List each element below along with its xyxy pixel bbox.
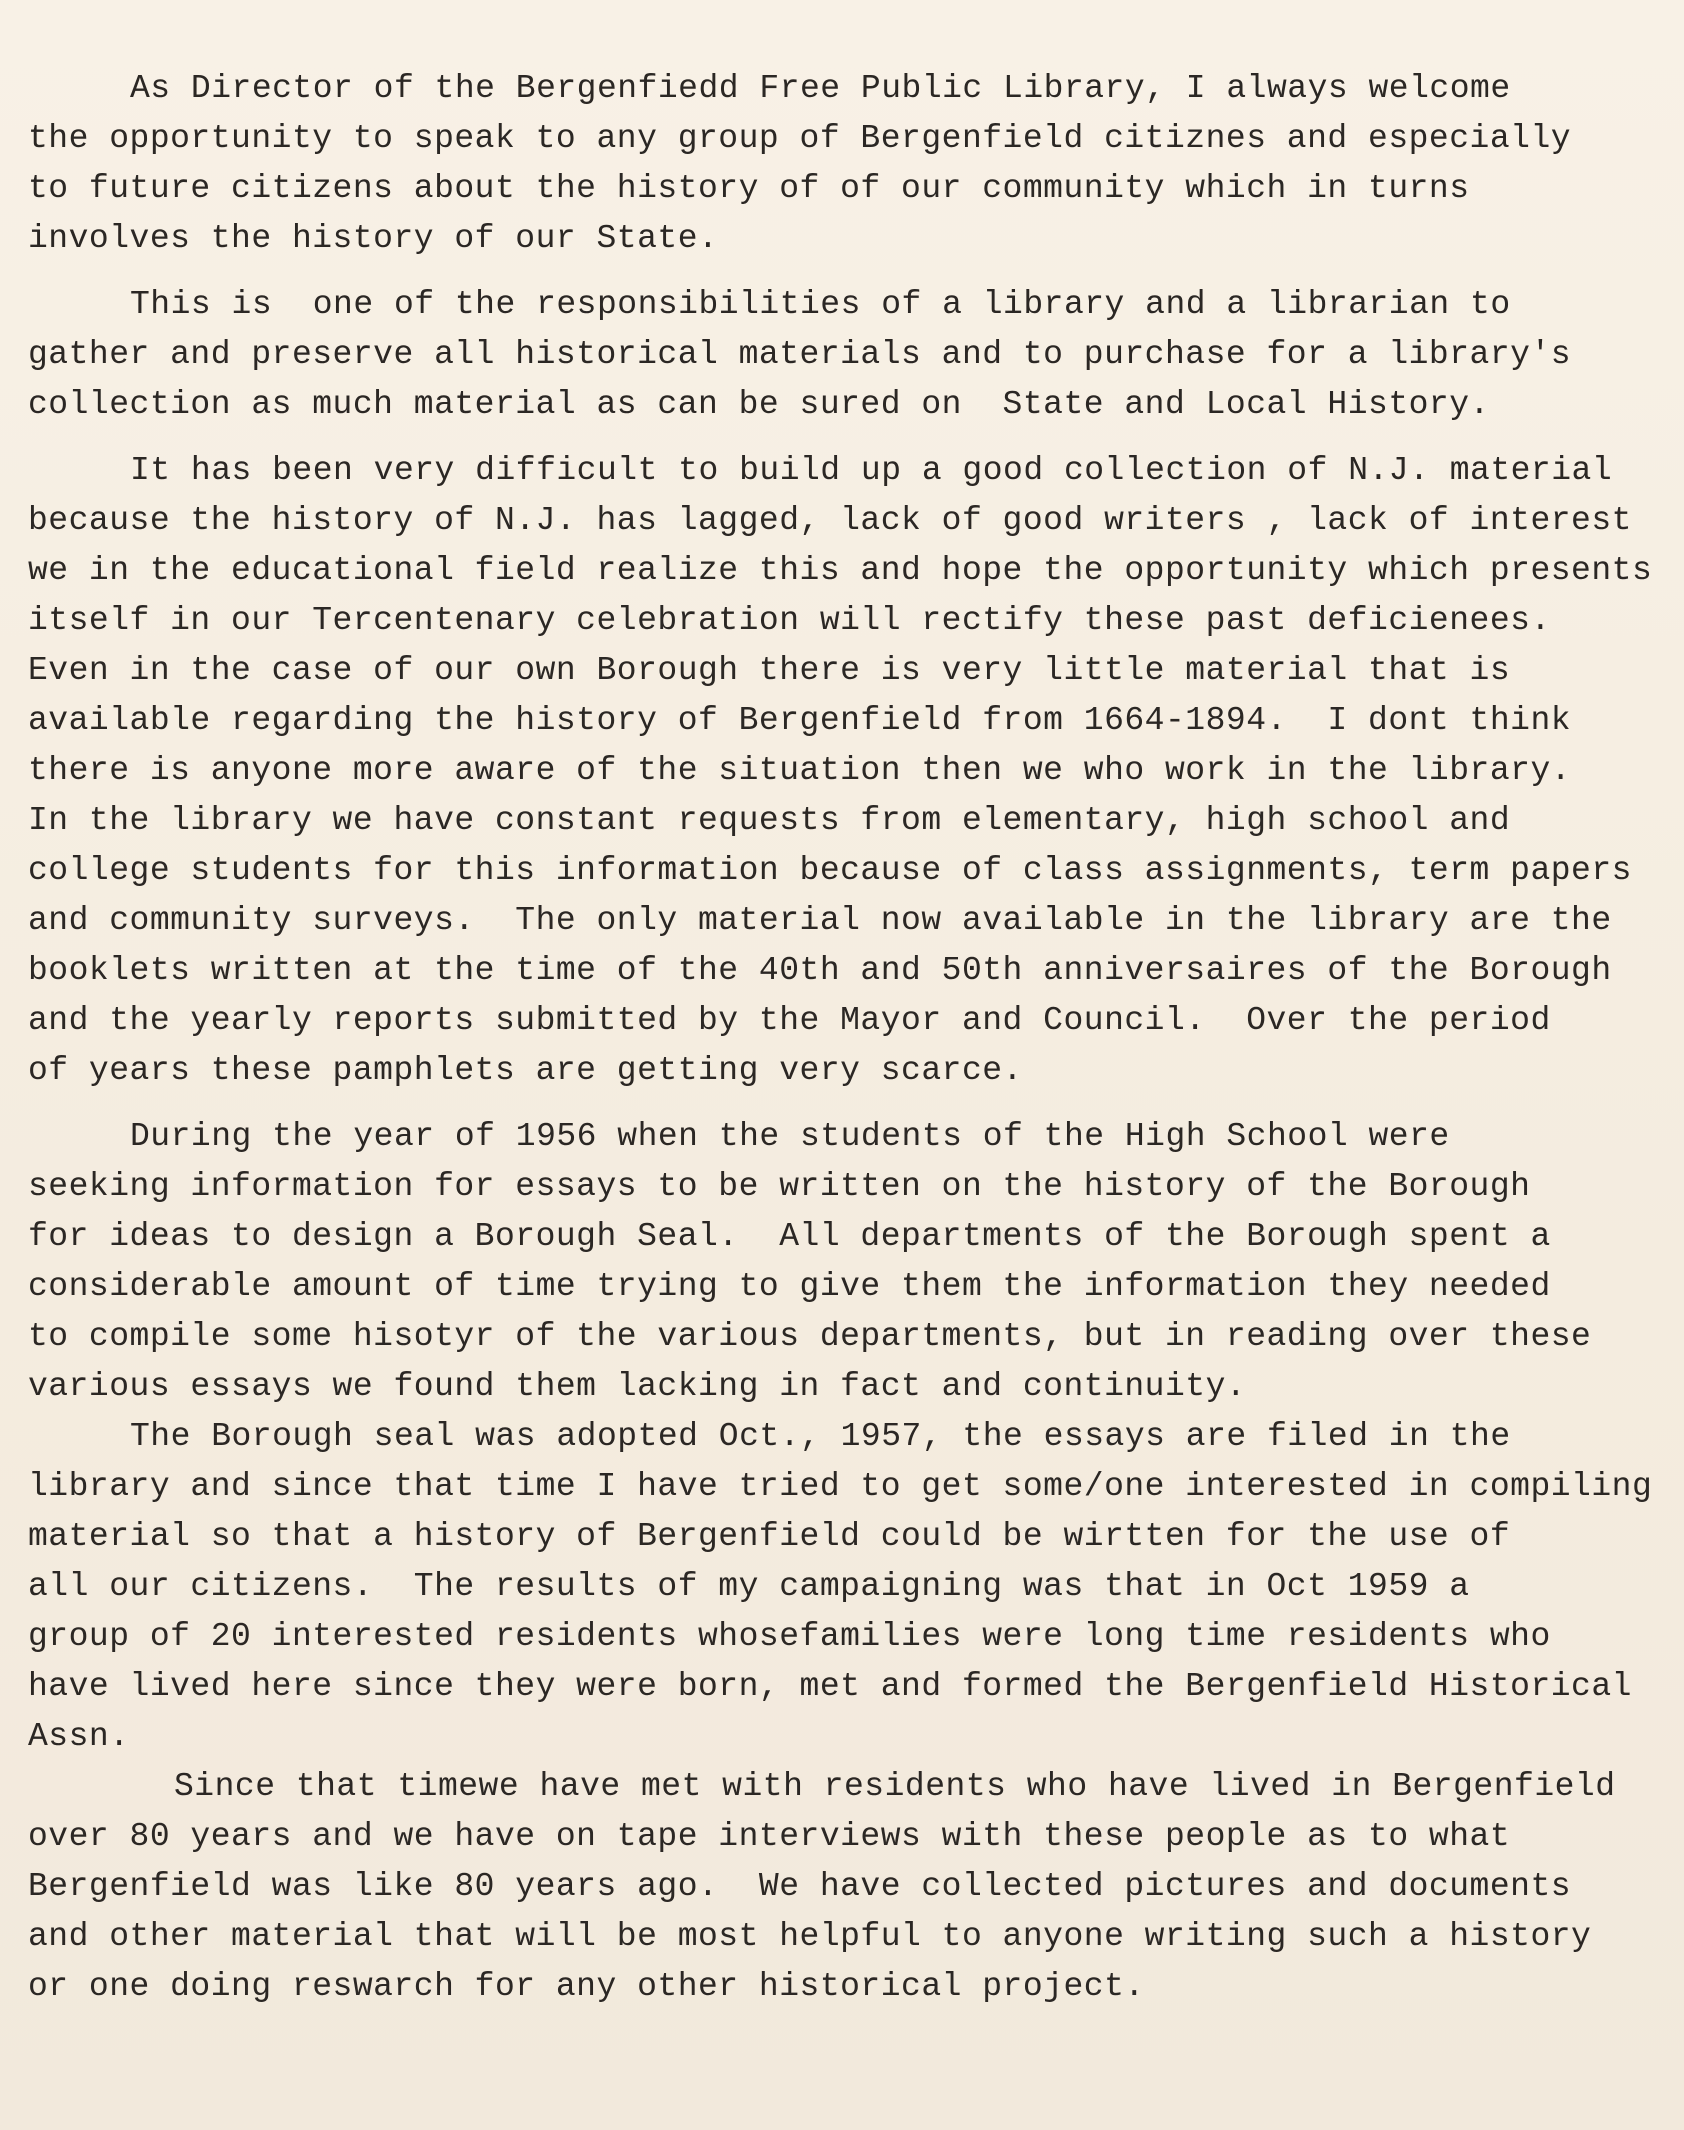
text-line: all our citizens. The results of my campaigning was that in Oct 1959 a (28, 1568, 1470, 1605)
text-line: During the year of 1956 when the students of the High School were (130, 1118, 1450, 1155)
text-line: In the library we have constant requests from elementary, high school and (28, 802, 1511, 839)
text-line: to compile some hisotyr of the various departments, but in reading over these (28, 1318, 1592, 1355)
text-line: and other material that will be most helpful to anyone writing such a history (28, 1918, 1592, 1955)
paragraph-3 (28, 446, 1668, 1096)
text-line: library and since that time I have tried to get some/one interested in compiling (28, 1468, 1653, 1505)
text-line: booklets written at the time of the 40th and 50th anniversaires of the Borough (28, 952, 1612, 989)
text-line: As Director of the Bergenfiedd Free Public Library, I always welcome (130, 70, 1511, 107)
text-line: and community surveys. The only material now available in the library are the (28, 902, 1612, 939)
paragraph-5 (28, 1412, 1668, 1762)
paragraph-2 (28, 280, 1668, 430)
text-line: gather and preserve all historical materials and to purchase for a library's (28, 336, 1572, 373)
text-line: group of 20 interested residents whosefamilies were long time residents who (28, 1618, 1551, 1655)
text-line: It has been very difficult to build up a good collection of N.J. material (130, 452, 1613, 489)
text-line: or one doing reswarch for any other historical project. (28, 1968, 1145, 2005)
text-line: Assn. (28, 1718, 130, 1755)
text-line: involves the history of our State. (28, 220, 719, 257)
text-line: college students for this information because of class assignments, term papers (28, 852, 1632, 889)
text-line: various essays we found them lacking in fact and continuity. (28, 1368, 1247, 1405)
text-line: This is one of the responsibilities of a library and a librarian to (130, 286, 1511, 323)
letter-body (28, 64, 1668, 2012)
text-line: to future citizens about the history of of our community which in turns (28, 170, 1470, 207)
text-line: The Borough seal was adopted Oct., 1957, the essays are filed in the (130, 1418, 1511, 1455)
text-line: Since that timewe have met with residents who have lived in Bergenfield (174, 1768, 1616, 1805)
text-line: Bergenfield was like 80 years ago. We have collected pictures and documents (28, 1868, 1572, 1905)
paragraph-1 (28, 64, 1668, 264)
paragraph-4 (28, 1112, 1668, 1412)
text-line: we in the educational field realize this and hope the opportunity which presents (28, 552, 1653, 589)
text-line: itself in our Tercentenary celebration will rectify these past deficienees. (28, 602, 1551, 639)
text-line: over 80 years and we have on tape interviews with these people as to what (28, 1818, 1511, 1855)
text-line: available regarding the history of Bergenfield from 1664-1894. I dont think (28, 702, 1572, 739)
text-line: Even in the case of our own Borough there is very little material that is (28, 652, 1511, 689)
text-line: and the yearly reports submitted by the Mayor and Council. Over the period (28, 1002, 1551, 1039)
text-line: for ideas to design a Borough Seal. All departments of the Borough spent a (28, 1218, 1551, 1255)
text-line: material so that a history of Bergenfield could be wirtten for the use of (28, 1518, 1511, 1555)
text-line: because the history of N.J. has lagged, lack of good writers , lack of interest (28, 502, 1632, 539)
text-line: considerable amount of time trying to give them the information they needed (28, 1268, 1551, 1305)
text-line: seeking information for essays to be written on the history of the Borough (28, 1168, 1531, 1205)
text-line: have lived here since they were born, met and formed the Bergenfield Historical (28, 1668, 1632, 1705)
paragraph-6 (28, 1762, 1668, 2012)
text-line: there is anyone more aware of the situation then we who work in the library. (28, 752, 1572, 789)
text-line: of years these pamphlets are getting very scarce. (28, 1052, 1023, 1089)
text-line: collection as much material as can be sured on State and Local History. (28, 386, 1490, 423)
text-line: the opportunity to speak to any group of Bergenfield citiznes and especially (28, 120, 1572, 157)
